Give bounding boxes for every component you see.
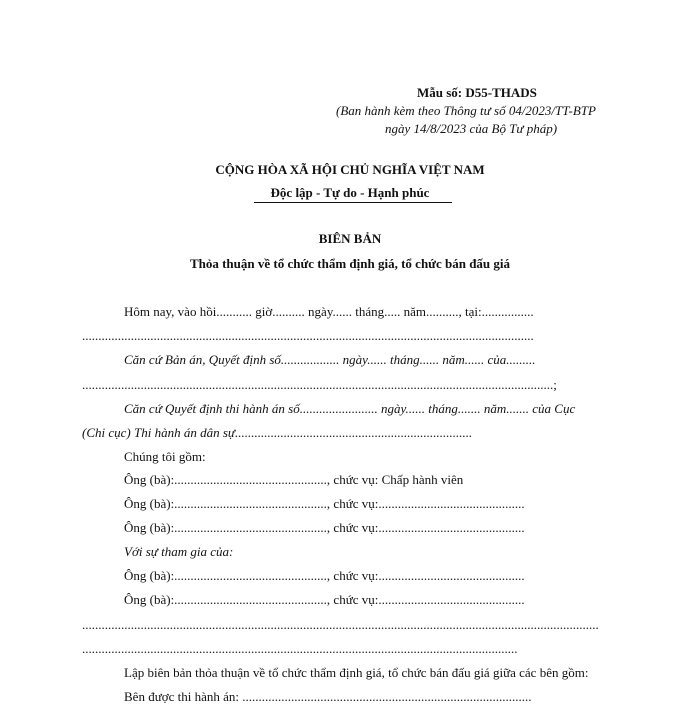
form-number: Mẫu số: D55-THADS: [417, 85, 537, 100]
body-line-members-heading: Chúng tôi gồm:: [124, 449, 206, 464]
body-line-participant-2: Ông (bà):..............................................., chức vụ:.............................................: [124, 592, 525, 607]
body-line-participant-1: Ông (bà):..............................................., chức vụ:.............................................: [124, 568, 525, 583]
body-line-judgment-basis: Căn cứ Bản án, Quyết định số.................. ngày...... tháng...... năm...... của.........: [124, 352, 536, 367]
body-line-judgment-creditor: Bên được thi hành án: .........................................................................................: [124, 689, 532, 704]
body-line-member-3: Ông (bà):..............................................., chức vụ:.............................................: [124, 520, 525, 535]
body-line-dots-2: .................................................................................................................................................;: [82, 377, 557, 392]
document-subtitle: Thỏa thuận về tổ chức thẩm định giá, tổ chức bán đấu giá: [189, 256, 511, 271]
body-line-dots-3: ...............................................................................................................................................................: [82, 617, 599, 632]
national-title: CỘNG HÒA XÃ HỘI CHỦ NGHĨA VIỆT NAM: [215, 162, 485, 177]
document-title: BIÊN BẢN: [318, 231, 382, 246]
body-line-time-place: Hôm nay, vào hồi........... giờ.......... ngày...... tháng..... năm.........., tại:................: [124, 304, 534, 319]
issued-note-line1: (Ban hành kèm theo Thông tư số 04/2023/TT-BTP: [336, 103, 596, 118]
body-line-participants-heading: Với sự tham gia của:: [124, 544, 234, 559]
body-line-member-2: Ông (bà):..............................................., chức vụ:.............................................: [124, 496, 525, 511]
body-line-member-1: Ông (bà):..............................................., chức vụ: Chấp hành viên: [124, 472, 464, 487]
body-line-agreement: Lập biên bản thỏa thuận về tổ chức thẩm định giá, tổ chức bán đấu giá giữa các bên gồm:: [124, 665, 589, 680]
national-motto: Độc lập - Tự do - Hạnh phúc: [270, 185, 430, 200]
body-line-dots-4: ......................................................................................................................................: [82, 641, 518, 656]
motto-underline: [254, 202, 452, 203]
issued-note-line2: ngày 14/8/2023 của Bộ Tư pháp): [385, 121, 558, 136]
body-line-dots-1: ...........................................................................................................................................: [82, 328, 534, 343]
body-line-agency: (Chi cục) Thi hành án dân sự.........................................................................: [82, 425, 473, 440]
body-line-enforcement-decision: Căn cứ Quyết định thi hành án số........................ ngày...... tháng....... năm....... của Cục: [124, 401, 576, 416]
